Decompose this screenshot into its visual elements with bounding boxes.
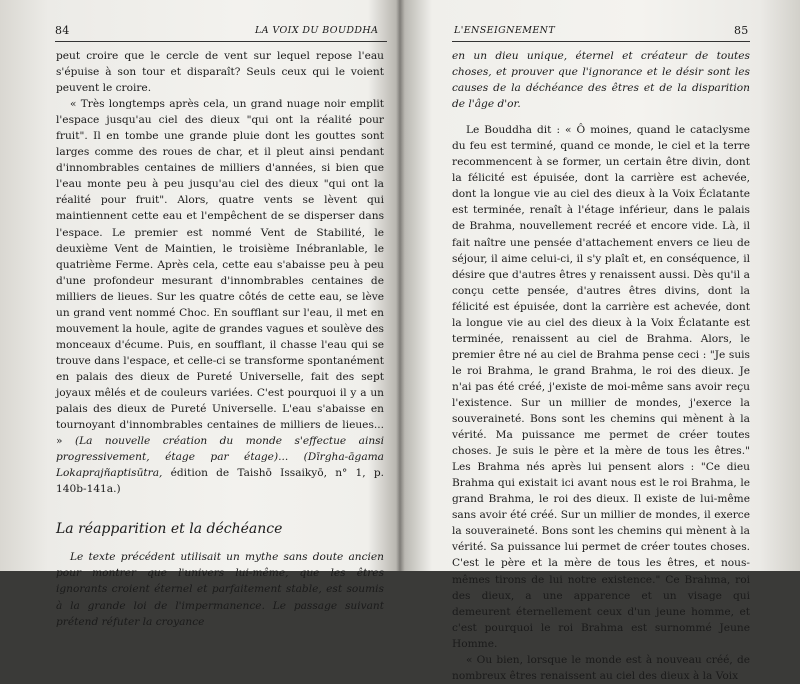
citation-italic: (La nouvelle création du monde s'effectue ainsi progressivement, étage par étage)... (Dīrgha-āgama Lokaprajñaptisūtra, — [56, 435, 384, 480]
section-title: La réapparition et la déchéance — [56, 521, 283, 538]
running-head: L'ENSEIGNEMENT — [454, 25, 556, 36]
citation-roman: édition de Taishō Issaikyō, n° 1, p. 140b-141a.) — [56, 467, 384, 496]
right-page — [400, 0, 800, 682]
paragraph: peut croire que le cercle de vent sur lequel repose l'eau s'épuise à son tour et disparaît? Seuls ceux qui le voient peuvent le croire. — [56, 50, 384, 95]
left-page-body — [56, 48, 384, 630]
header-rule — [452, 41, 750, 42]
page-number: 85 — [734, 24, 749, 37]
paragraph: « Ou bien, lorsque le monde est à nouveau créé, de nombreux êtres renaissent au ciel des dieux à la Voix — [452, 653, 750, 682]
paragraph-text: « Très longtemps après cela, un grand nuage noir emplit l'espace jusqu'au ciel des dieux "qui ont la réalité pour fruit". Il en tombe une grande pluie dont les gouttes sont larges comme des roues de char, et il pleut ainsi pendant d'innombrables centaines de milliers d'années, si bien que l'eau monte peu à peu jusqu'au ciel des dieux "qui ont la réalité pour fruit". Alors, quatre vents se lèvent qui maintiennent cette eau et l'empêchent de se disperser dans l'espace. Le premier est nommé Vent de Stabilité, le deuxième Vent de Maintien, le troisième Inébranlable, le quatrième Ferme. Après cela, cette eau s'abaisse peu à peu d'une profondeur mesurant d'innombrables centaines de milliers de lieues. Sur les quatre côtés de cette eau, se lève un grand vent nommé Choc. En soufflant sur l'eau, il met en mouvement la houle, agite de grandes vagues et soulève des monceaux d'écume. Puis, en soufflant, il chasse l'eau qui se trouve dans l'espace, et celle-ci se transforme spontanément en palais des dieux de Pureté Universelle, fait des sept joyaux mêlés et de couleurs variées. C'est pourquoi il y a un palais des dieux de Pureté Universelle. L'eau s'abaisse en tournoyant d'innombrables centaines de milliers de lieues... » — [56, 98, 384, 448]
section-paragraph: Le texte précédent utilisait un mythe sans doute ancien pour montrer que l'univers lui-même, que les êtres ignorants croient éternel et parfaitement stable, est soumis à la grande loi de l'impermanence. Le passage suivant prétend réfuter la croyance — [56, 551, 384, 628]
intro-paragraph: en un dieu unique, éternel et créateur de toutes choses, et prouver que l'ignorance et le désir sont les causes de la déchéance des êtres et de la disparition de l'âge d'or. — [452, 50, 750, 111]
left-page — [0, 0, 400, 628]
paragraph-gap — [452, 112, 750, 122]
running-head: LA VOIX DU BOUDDHA — [255, 25, 379, 36]
page-number: 84 — [55, 24, 70, 37]
header-rule — [55, 41, 387, 42]
paragraph: Le Bouddha dit : « Ô moines, quand le cataclysme du feu est terminé, quand ce monde, le ciel et la terre recommencent à se former, un certain être divin, dont la félicité est épuisée, dont la carrière est achevée, dont la longue vie au ciel des dieux à la Voix Éclatante est terminée, renaît à l'étage inférieur, dans le palais de Brahma, nouvellement recréé et encore vide. Là, il fait naître une pensée d'attachement envers ce lieu de séjour, il aime celui-ci, il s'y plaît et, en conséquence, il désire que d'autres êtres y renaissent aussi. Dès qu'il a conçu cette pensée, d'autres êtres divins, dont la félicité est épuisée, dont la carrière est achevée, dont la longue vie au ciel des dieux à la Voix Éclatante est terminée, renaissent au ciel de Brahma. Alors, le premier être né au ciel de Brahma pense ceci : "Je suis le roi Brahma, le grand Brahma, le roi des dieux. Je n'ai pas été créé, j'existe de moi-même sans avoir reçu l'existence. Sur un millier de mondes, j'exerce la souveraineté. Bons sont les chemins qui mènent à la vérité. Ma puissance me permet de créer toutes choses. Je suis le père et la mère de tous les êtres." Les Brahma nés après lui pensent alors : "Ce dieu Brahma qui existait ici avant nous est le roi Brahma, le grand Brahma, le roi des dieux. Il existe de lui-même sans avoir été créé. Sur un millier de mondes, il exerce la souveraineté. Bons sont les chemins qui mènent à la vérité. Sa puissance lui permet de créer toutes choses. C'est le père et la mère de tous les êtres, et nous-mêmes tirons de lui notre existence." Ce Brahma, roi des dieux, a une apparence et un visage qui demeurent éternellement ceux d'un jeune homme, et c'est pourquoi le roi Brahma est surnommé Jeune Homme. — [452, 124, 750, 650]
paragraph — [56, 96, 384, 497]
right-page-body — [452, 48, 750, 684]
